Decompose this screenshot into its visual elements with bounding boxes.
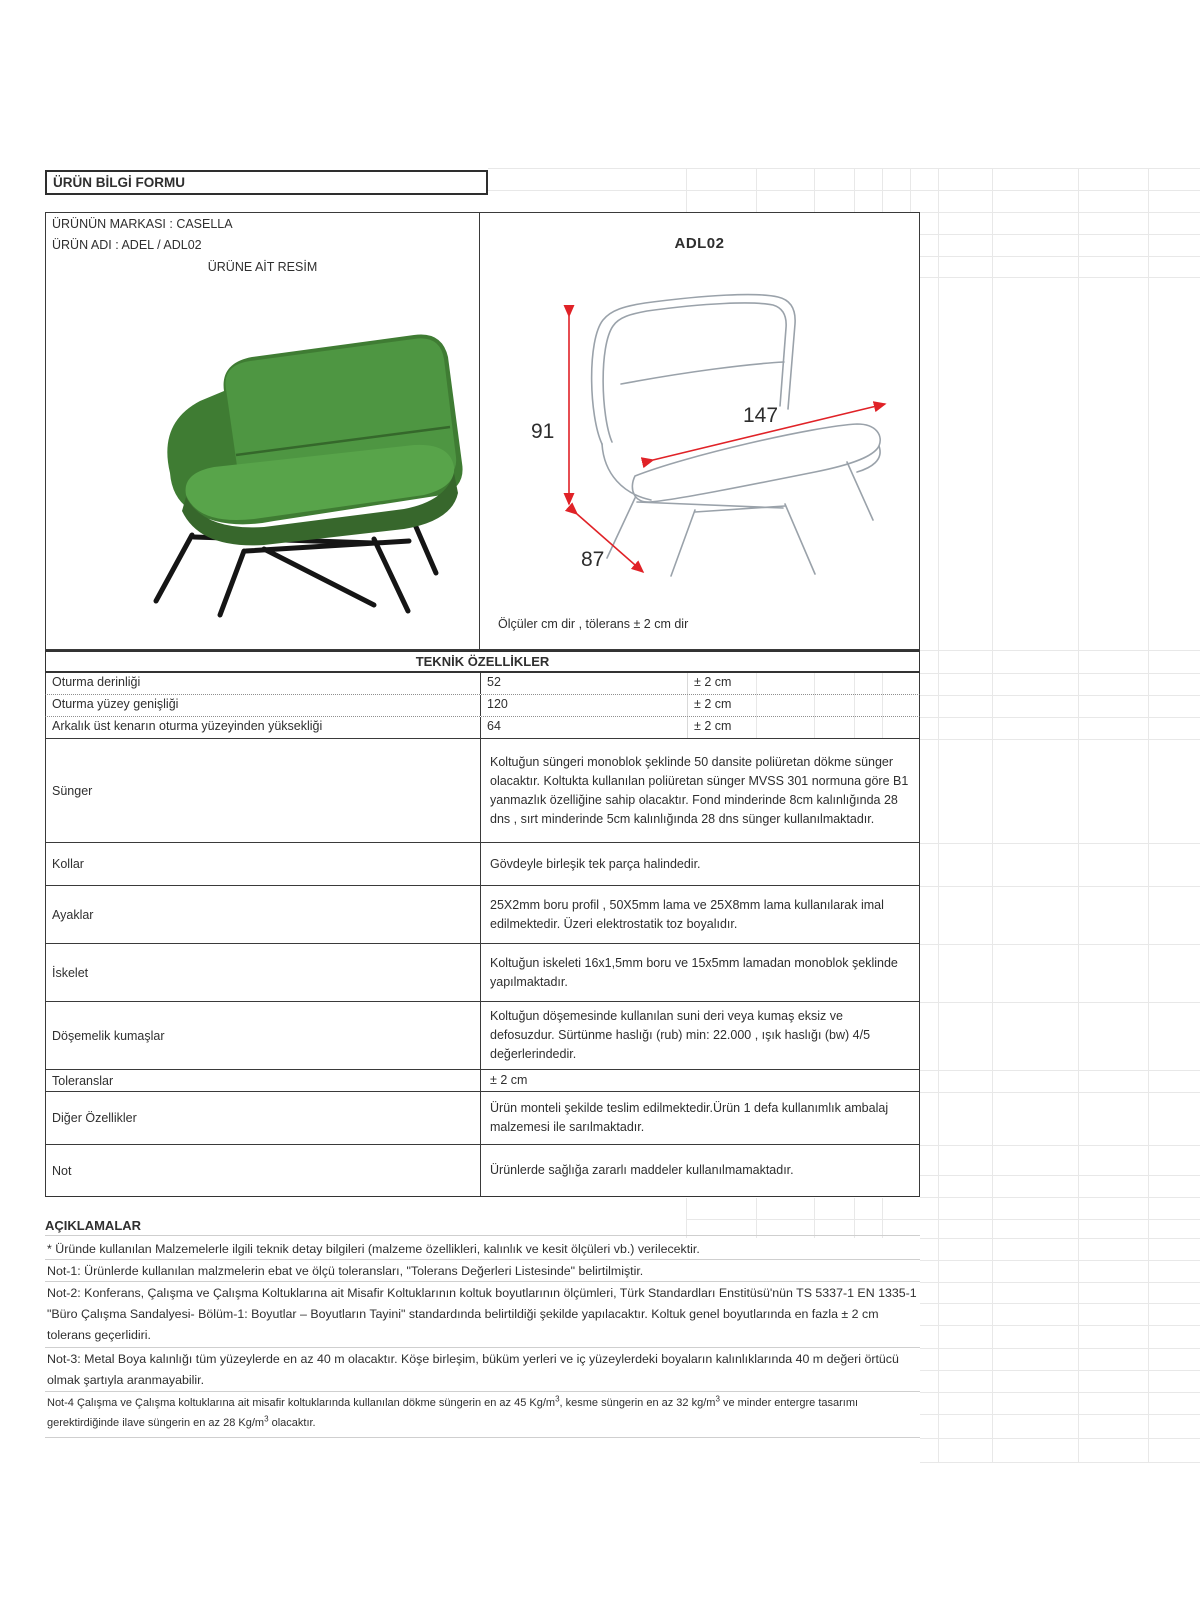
brand-text: ÜRÜNÜN MARKASI : CASELLA	[52, 216, 233, 231]
spec-value: 120	[487, 697, 508, 711]
dimension-drawing	[485, 266, 915, 586]
brand-row	[45, 212, 480, 235]
note-1: Not-1: Ürünlerde kullanılan malzmelerin ebat ve ölçü toleransları, "Tolerans Değerleri Listesinde" belirtilmiştir.	[45, 1260, 920, 1282]
product-photo-cell	[45, 277, 480, 650]
grid-line	[920, 1392, 1200, 1393]
grid-line	[920, 1002, 1200, 1003]
spec-label: Diğer Özellikler	[46, 1092, 481, 1144]
spec-label: Ayaklar	[46, 886, 481, 943]
spec-row-legs	[45, 886, 920, 944]
spec-value: Gövdeyle birleşik tek parça halindedir.	[490, 856, 701, 871]
dim-height-label: 91	[530, 420, 554, 443]
note-2: Not-2: Konferans, Çalışma ve Çalışma Koltuklarına ait Misafir Koltuklarının koltuk boyutlarının ölçümleri, Türk Standardları Enstitüsü'nün TS 5337-1 EN 1335-1 "Büro Çalışma Sandalyesi- Bölüm-1: Boyutlar – Boyutların Tayini" standardında belirtildiği şekilde yapılacaktır. Koltuk genel boyutlarında en fazla ± 2 cm tolerans geçerlidiri.	[45, 1282, 920, 1348]
spec-row-seat-width	[45, 695, 920, 717]
note-4-text: olacaktır.	[268, 1417, 316, 1429]
grid-line	[920, 886, 1200, 887]
grid-line	[938, 168, 939, 1462]
spec-tolerance: ± 2 cm	[687, 695, 919, 716]
grid-line	[920, 1438, 1200, 1439]
model-code: ADL02	[674, 235, 725, 252]
spec-label: İskelet	[46, 944, 481, 1001]
superscript: 3	[264, 1414, 269, 1424]
measurement-note: Ölçüler cm dir , tölerans ± 2 cm dir	[498, 617, 689, 631]
grid-line	[920, 1238, 1200, 1239]
grid-line	[920, 1092, 1200, 1093]
spec-row-upholstery	[45, 1002, 920, 1070]
grid-line	[920, 1282, 1200, 1283]
grid-line	[920, 673, 1200, 674]
spec-label: Kollar	[46, 843, 481, 885]
grid-line	[920, 1175, 1200, 1176]
note-general: * Üründe kullanılan Malzemelerle ilgili teknik detay bilgileri (malzeme özellikleri, kalınlık ve kesit ölçüleri vb.) verilecektir.	[45, 1238, 920, 1260]
grid-line	[488, 168, 920, 169]
note-4-text: , kesme süngerin en az 32 kg/m	[559, 1397, 716, 1409]
spec-value: Koltuğun döşemesinde kullanılan suni deri veya kumaş eksiz ve defosuzdur. Sürtünme haslığı (rub) min: 22.000 , ışık haslığı (bw) 4/5 değerlerindedir.	[490, 1009, 871, 1061]
grid-line	[920, 234, 1200, 235]
grid-line	[488, 190, 920, 191]
technical-drawing-panel	[479, 212, 920, 650]
spec-label: Arkalık üst kenarın oturma yüzeyinden yüksekliği	[46, 717, 481, 738]
form-title	[45, 170, 488, 195]
spec-tolerance: ± 2 cm	[687, 717, 919, 738]
spec-label: Oturma yüzey genişliği	[46, 695, 481, 716]
grid-line	[920, 843, 1200, 844]
grid-line	[920, 1462, 1200, 1463]
spec-row-seat-depth	[45, 673, 920, 695]
grid-line	[920, 650, 1200, 651]
grid-line	[920, 1219, 1200, 1220]
dim-width-label: 147	[742, 404, 778, 427]
grid-line	[920, 695, 1200, 696]
grid-line	[920, 1414, 1200, 1415]
grid-line	[920, 717, 1200, 718]
spec-value: Koltuğun süngeri monoblok şeklinde 50 dansite poliüretan dökme sünger olacaktır. Koltukta kullanılan poliüretan sünger MVSS 301 normuna göre B1 yanmazlık özelliğine sahip olacaktır. Fond minderinde 8cm kalınlığında 28 dns , sırt minderinde 5cm kalınlığında 28 dns sünger kullanılmaktadır.	[490, 754, 909, 826]
grid-line	[920, 212, 1200, 213]
grid-line	[920, 1303, 1200, 1304]
grid-line	[920, 256, 1200, 257]
grid-line	[920, 277, 1200, 278]
grid-line	[920, 1260, 1200, 1261]
image-caption-row	[45, 256, 480, 278]
grid-line	[920, 190, 1200, 191]
note-4	[45, 1392, 920, 1438]
note-3: Not-3: Metal Boya kalınlığı tüm yüzeylerde en az 40 m olacaktır. Köşe birleşim, büküm yerleri ve iç yüzeylerdeki boyaların kalınlıklarında 40 m değeri örtücü olmak şartıyla aranmayabilir.	[45, 1348, 920, 1392]
spec-row-other	[45, 1092, 920, 1145]
spec-row-frame	[45, 944, 920, 1002]
spec-label: Döşemelik kumaşlar	[46, 1002, 481, 1069]
dim-depth-label: 87	[580, 548, 604, 571]
spec-value: 64	[487, 719, 501, 733]
spec-row-note	[45, 1145, 920, 1197]
product-photo-sofa-image	[74, 305, 474, 635]
grid-line	[1078, 168, 1079, 1462]
superscript: 3	[555, 1394, 560, 1404]
grid-line	[920, 1197, 1200, 1198]
grid-line	[920, 1370, 1200, 1371]
spec-value: Ürünlerde sağlığa zararlı maddeler kullanılmamaktadır.	[490, 1163, 794, 1177]
spec-value: Ürün monteli şekilde teslim edilmektedir.Ürün 1 defa kullanımlık ambalaj malzemesi ile sarılmaktadır.	[490, 1101, 889, 1134]
superscript: 3	[715, 1394, 720, 1404]
note-4-text: Not-4 Çalışma ve Çalışma koltuklarına ait misafir koltuklarında kullanılan dökme süngerin en az 45 Kg/m	[47, 1397, 556, 1409]
grid-line	[992, 168, 993, 1462]
spec-value: 25X2mm boru profil , 50X5mm lama ve 25X8mm lama kullanılarak imal edilmektedir. Üzeri elektrostatik toz boyalıdır.	[490, 897, 884, 931]
spec-row-arms	[45, 843, 920, 886]
product-name-row	[45, 234, 480, 257]
spec-label: Not	[46, 1145, 481, 1196]
spec-row-foam	[45, 739, 920, 843]
spec-label: Oturma derinliği	[46, 673, 481, 694]
spec-label: Toleranslar	[46, 1070, 481, 1091]
image-caption-text: ÜRÜNE AİT RESİM	[207, 259, 318, 274]
grid-line	[1148, 168, 1149, 1462]
spec-row-tolerances	[45, 1070, 920, 1092]
spec-value: 52	[487, 675, 501, 689]
note-4-text: ve minder entergre tasarımı gerektirdiğinde ilave süngerin en az 28 Kg/m	[47, 1397, 859, 1429]
grid-line	[920, 1145, 1200, 1146]
spec-tolerance: ± 2 cm	[687, 673, 919, 694]
spec-row-back-height	[45, 717, 920, 739]
spec-label: Sünger	[46, 739, 481, 842]
grid-line	[920, 739, 1200, 740]
form-title-text: ÜRÜN BİLGİ FORMU	[53, 175, 185, 190]
spec-value: ± 2 cm	[490, 1073, 528, 1087]
spec-value: Koltuğun iskeleti 16x1,5mm boru ve 15x5mm lamadan monoblok şeklinde yapılmaktadır.	[490, 955, 898, 989]
product-name-text: ÜRÜN ADI : ADEL / ADL02	[52, 238, 202, 252]
grid-line	[920, 1070, 1200, 1071]
grid-line	[920, 168, 1200, 169]
grid-line	[920, 944, 1200, 945]
notes-title: AÇIKLAMALAR	[45, 1212, 920, 1236]
grid-line	[920, 1325, 1200, 1326]
grid-line	[920, 1348, 1200, 1349]
spec-table-title: TEKNİK ÖZELLİKLER	[45, 650, 920, 673]
